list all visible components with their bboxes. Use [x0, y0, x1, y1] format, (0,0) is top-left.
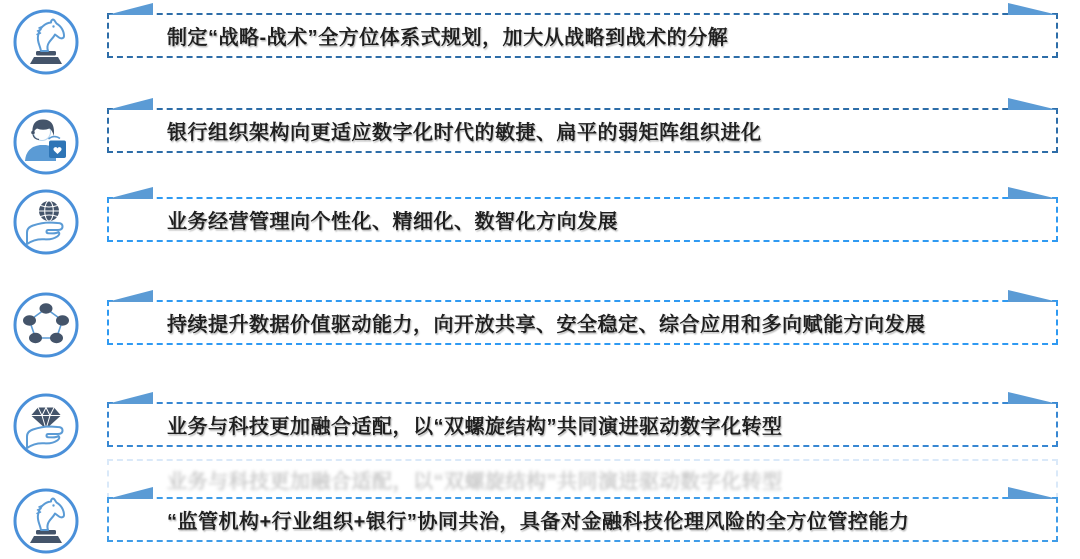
- row4-icon-badge: [12, 291, 80, 359]
- row1-text: 制定“战略-战术”全方位体系式规划，加大从战略到战术的分解: [167, 27, 729, 49]
- row2-banner: [107, 108, 1058, 153]
- row4-text: 持续提升数据价值驱动能力，向开放共享、安全稳定、综合应用和多向赋能方向发展: [167, 314, 926, 336]
- row1-icon-badge: [12, 8, 80, 76]
- corner-flag-left-icon: [107, 290, 153, 302]
- ghost-echo-text: 业务与科技更加融合适配，以“双螺旋结构”共同演进驱动数字化转型: [167, 470, 783, 493]
- corner-flag-right-icon: [1008, 3, 1058, 15]
- hand-globe-icon: [12, 188, 80, 256]
- row5-text: 业务与科技更加融合适配，以“双螺旋结构”共同演进驱动数字化转型: [167, 416, 783, 438]
- row5-banner: [107, 402, 1058, 447]
- corner-flag-left-icon: [107, 392, 153, 404]
- corner-flag-left-icon: [107, 3, 153, 15]
- row3-icon-badge: [12, 188, 80, 256]
- corner-flag-right-icon: [1008, 98, 1058, 110]
- hand-diamond-icon: [12, 392, 80, 460]
- chess-knight-icon: [12, 487, 80, 555]
- row3-banner: [107, 197, 1058, 242]
- corner-flag-left-icon: [107, 98, 153, 110]
- row6-banner: [107, 497, 1058, 542]
- corner-flag-right-icon: [1008, 392, 1058, 404]
- corner-flag-left-icon: [107, 187, 153, 199]
- row5-icon-badge: [12, 392, 80, 460]
- network-nodes-icon: [12, 291, 80, 359]
- row6-icon-badge: [12, 487, 80, 555]
- service-agent-icon: [12, 108, 80, 176]
- row1-banner: [107, 13, 1058, 58]
- chess-knight-icon: [12, 8, 80, 76]
- corner-flag-right-icon: [1008, 487, 1058, 499]
- row6-text: “监管机构+行业组织+银行”协同共治，具备对金融科技伦理风险的全方位管控能力: [167, 511, 910, 533]
- row2-text: 银行组织架构向更适应数字化时代的敏捷、扁平的弱矩阵组织进化: [167, 122, 762, 144]
- corner-flag-right-icon: [1008, 187, 1058, 199]
- corner-flag-left-icon: [107, 487, 153, 499]
- row4-banner: [107, 300, 1058, 345]
- row3-text: 业务经营管理向个性化、精细化、数智化方向发展: [167, 211, 618, 233]
- ghost-echo-banner: [107, 459, 1058, 499]
- row2-icon-badge: [12, 108, 80, 176]
- corner-flag-right-icon: [1008, 290, 1058, 302]
